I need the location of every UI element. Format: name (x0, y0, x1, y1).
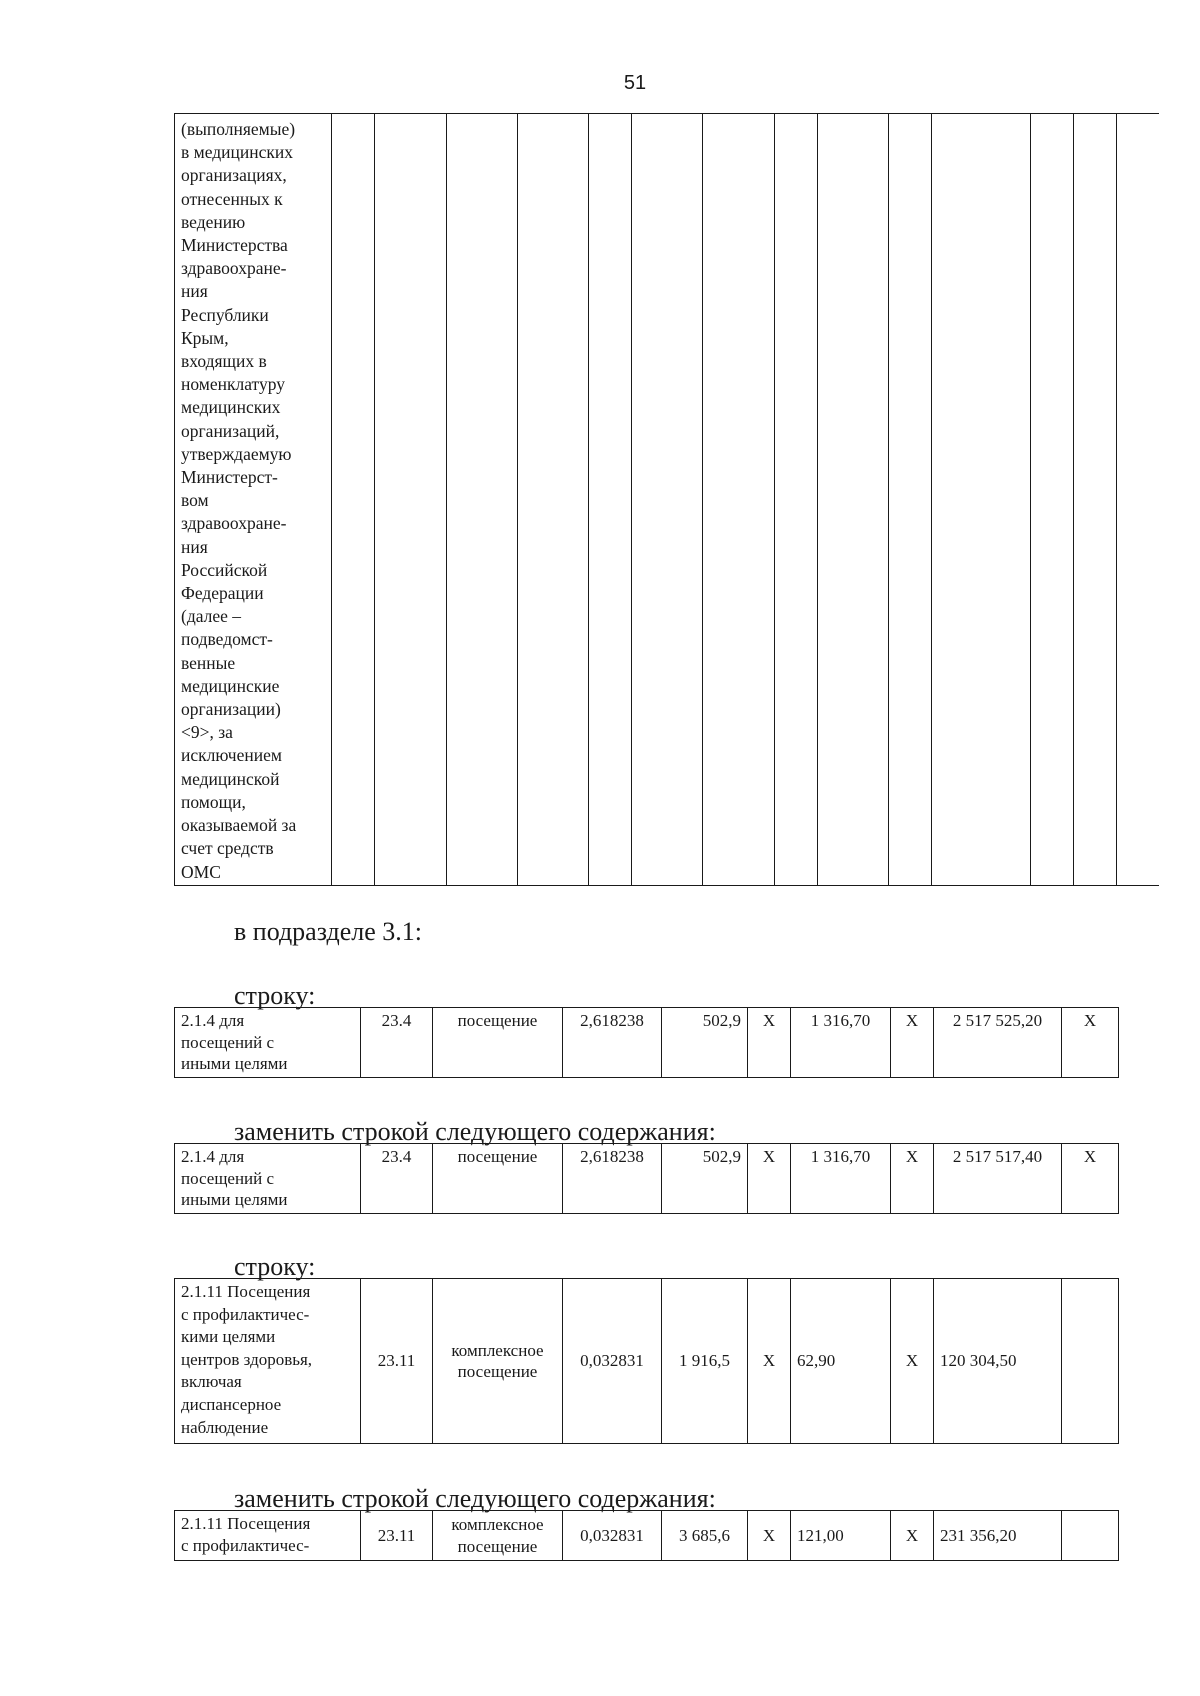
x-cell: Х (748, 1144, 791, 1214)
norm-cell: 2,618238 (563, 1008, 662, 1078)
table-cell (518, 114, 589, 886)
table-cell (589, 114, 632, 886)
x-cell: Х (891, 1144, 934, 1214)
x-cell: Х (891, 1279, 934, 1444)
table-row (175, 1279, 1119, 1444)
cost-cell: 3 685,6 (662, 1511, 748, 1561)
table-row (175, 1008, 1119, 1078)
row-name-cell: 2.1.11 Посещения с профилактичес- кими целями центров здоровья, включая диспансерное наблюдение (175, 1279, 361, 1444)
code-cell: 23.11 (361, 1511, 433, 1561)
total-cell: 2 517 525,20 (934, 1008, 1062, 1078)
code-cell: 23.4 (361, 1008, 433, 1078)
table-cell (932, 114, 1031, 886)
total-cell: 2 517 517,40 (934, 1144, 1062, 1214)
table-cell (447, 114, 518, 886)
unit-cell: комплексное посещение (433, 1279, 563, 1444)
block-label: строку: (234, 1252, 316, 1281)
code-cell: 23.4 (361, 1144, 433, 1214)
x-cell (1062, 1279, 1119, 1444)
per-capita-cell: 121,00 (791, 1511, 891, 1561)
x-cell: Х (1062, 1008, 1119, 1078)
x-cell: Х (748, 1008, 791, 1078)
data-table (174, 1278, 1119, 1444)
table-row (175, 114, 1159, 886)
table-cell (1074, 114, 1117, 886)
row-name-cell: 2.1.4 для посещений с иными целями (175, 1144, 361, 1214)
table-cell (375, 114, 447, 886)
total-cell: 120 304,50 (934, 1279, 1062, 1444)
table-cell (1031, 114, 1074, 886)
x-cell: Х (748, 1279, 791, 1444)
page-number: 51 (623, 72, 647, 94)
row-name-cell: (выполняемые) в медицинских организациях, отнесенных к ведению Министерства здравоохране- ния Республики Крым, входящих в номенклатуру медицинских организаций, утверждаемую Министерст- вом здравоохране- ния Российской Федерации (далее – подведомст- венные медицинские организации) <9>, за исключением медицинской помощи, оказываемой за счет средств ОМС (175, 114, 332, 886)
table-cell (703, 114, 775, 886)
per-capita-cell: 62,90 (791, 1279, 891, 1444)
continued-table (174, 113, 1159, 886)
block-label: строку: (234, 981, 316, 1010)
table-cell (775, 114, 818, 886)
cost-cell: 502,9 (662, 1008, 748, 1078)
table-cell (632, 114, 703, 886)
data-table (174, 1007, 1119, 1078)
x-cell: Х (891, 1511, 934, 1561)
code-cell: 23.11 (361, 1279, 433, 1444)
unit-cell: комплексное посещение (433, 1511, 563, 1561)
table-row (175, 1511, 1119, 1561)
table-cell (818, 114, 889, 886)
unit-cell: посещение (433, 1144, 563, 1214)
cost-cell: 502,9 (662, 1144, 748, 1214)
total-cell: 231 356,20 (934, 1511, 1062, 1561)
table-row (175, 1144, 1119, 1214)
x-cell: Х (1062, 1144, 1119, 1214)
unit-cell: посещение (433, 1008, 563, 1078)
subsection-heading: в подразделе 3.1: (234, 917, 423, 946)
cost-cell: 1 916,5 (662, 1279, 748, 1444)
x-cell: Х (891, 1008, 934, 1078)
row-name-cell: 2.1.4 для посещений с иными целями (175, 1008, 361, 1078)
table-cell (1117, 114, 1159, 886)
table-cell (889, 114, 932, 886)
block-label: заменить строкой следующего содержания: (234, 1484, 716, 1513)
row-name-cell: 2.1.11 Посещения с профилактичес- (175, 1511, 361, 1561)
table-cell (332, 114, 375, 886)
data-table (174, 1143, 1119, 1214)
norm-cell: 0,032831 (563, 1511, 662, 1561)
data-table (174, 1510, 1119, 1561)
x-cell (1062, 1511, 1119, 1561)
block-label: заменить строкой следующего содержания: (234, 1117, 716, 1146)
per-capita-cell: 1 316,70 (791, 1144, 891, 1214)
norm-cell: 0,032831 (563, 1279, 662, 1444)
per-capita-cell: 1 316,70 (791, 1008, 891, 1078)
norm-cell: 2,618238 (563, 1144, 662, 1214)
x-cell: Х (748, 1511, 791, 1561)
